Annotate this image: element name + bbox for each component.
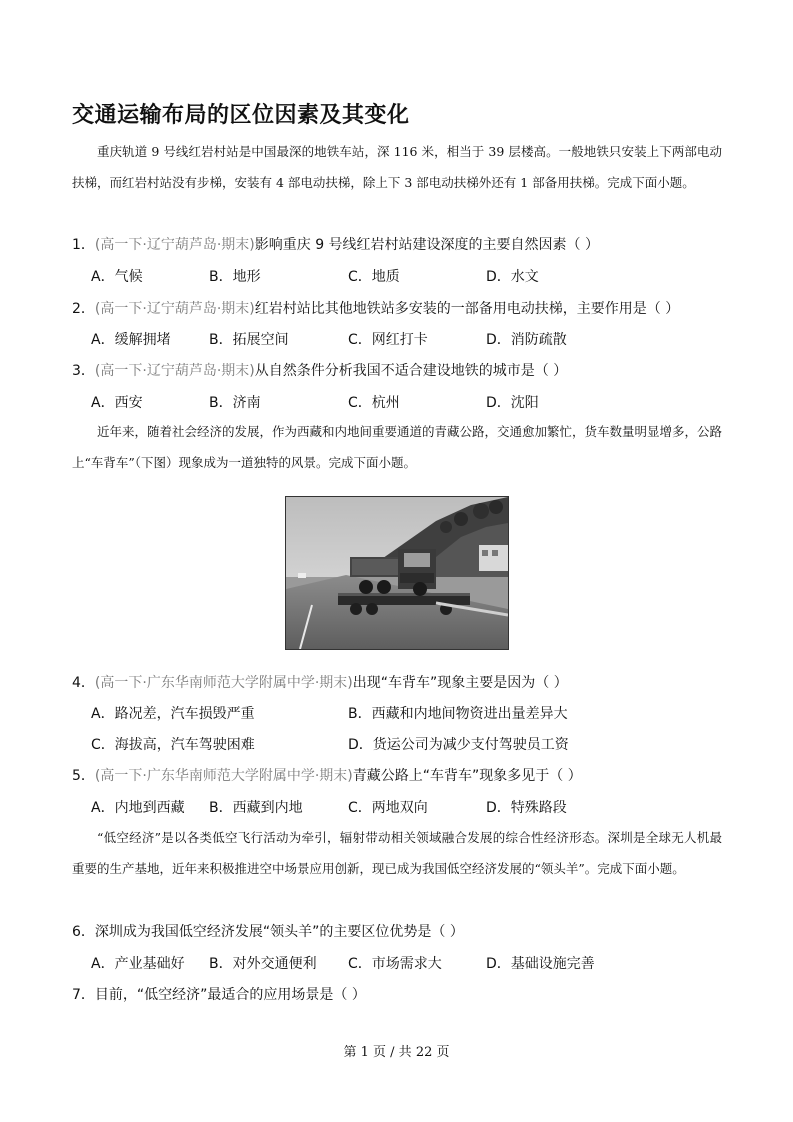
question-number: 6． <box>72 924 95 940</box>
truck-on-truck-photo <box>285 496 509 650</box>
option-d: D．消防疏散 <box>486 332 567 348</box>
option-b: B．地形 <box>209 269 261 285</box>
question-number: 4． <box>72 675 95 691</box>
option-a: A．西安 <box>91 395 143 411</box>
page-footer: 第 1 页 / 共 22 页 <box>343 1045 450 1060</box>
question-6 <box>72 922 464 942</box>
question-source: (高一下·辽宁葫芦岛·期末) <box>94 301 255 317</box>
option-c: C．地质 <box>348 269 400 285</box>
question-text: 出现“车背车”现象主要是因为（ ） <box>352 675 568 691</box>
question-2 <box>72 299 679 319</box>
question-source: (高一下·辽宁葫芦岛·期末) <box>94 237 255 253</box>
option-d: D．货运公司为减少支付驾驶员工资 <box>348 737 569 753</box>
question-source: (高一下·辽宁葫芦岛·期末) <box>94 363 255 379</box>
question-text: 深圳成为我国低空经济发展“领头羊”的主要区位优势是（ ） <box>94 924 464 940</box>
option-b: B．拓展空间 <box>209 332 289 348</box>
option-b: B．西藏到内地 <box>209 800 303 816</box>
question-5 <box>72 766 582 786</box>
option-b: B．对外交通便利 <box>209 956 317 972</box>
question-number: 5． <box>72 768 95 784</box>
question-number: 2． <box>72 301 95 317</box>
option-d: D．特殊路段 <box>486 800 567 816</box>
question-number: 1． <box>72 237 95 253</box>
option-b: B．西藏和内地间物资进出量差异大 <box>348 706 568 722</box>
question-source: (高一下·广东华南师范大学附属中学·期末) <box>94 768 353 784</box>
option-a: A．产业基础好 <box>91 956 185 972</box>
question-1 <box>72 235 599 255</box>
passage-2: 近年来，随着社会经济的发展，作为西藏和内地间重要通道的青藏公路，交通愈加繁忙，货车数量明显增多，公路上“车背车”（下图）现象成为一道独特的风景。完成下面小题。 <box>72 424 723 470</box>
option-c: C．网红打卡 <box>348 332 428 348</box>
option-c: C．海拔高，汽车驾驶困难 <box>91 737 255 753</box>
question-text: 青藏公路上“车背车”现象多见于（ ） <box>352 768 582 784</box>
option-d: D．水文 <box>486 269 539 285</box>
option-c: C．市场需求大 <box>348 956 442 972</box>
question-text: 影响重庆 9 号线红岩村站建设深度的主要自然因素（ ） <box>254 237 600 253</box>
option-d: D．基础设施完善 <box>486 956 595 972</box>
question-number: 3． <box>72 363 95 379</box>
option-a: A．路况差，汽车损毁严重 <box>91 706 255 722</box>
question-3 <box>72 361 567 381</box>
option-c: C．两地双向 <box>348 800 428 816</box>
option-b: B．济南 <box>209 395 261 411</box>
question-text: 目前，“低空经济”最适合的应用场景是（ ） <box>94 987 366 1003</box>
option-a: A．内地到西藏 <box>91 800 185 816</box>
question-number: 7． <box>72 987 95 1003</box>
question-text: 从自然条件分析我国不适合建设地铁的城市是（ ） <box>254 363 568 379</box>
option-c: C．杭州 <box>348 395 400 411</box>
option-d: D．沈阳 <box>486 395 539 411</box>
question-source: (高一下·广东华南师范大学附属中学·期末) <box>94 675 353 691</box>
question-7 <box>72 985 366 1005</box>
section-title: 交通运输布局的区位因素及其变化 <box>72 103 410 128</box>
passage-1: 重庆轨道 9 号线红岩村站是中国最深的地铁车站，深 116 米，相当于 39 层楼高。一般地铁只安装上下两部电动扶梯，而红岩村站没有步梯，安装有 4 部电动扶梯，除上下 3 部电动扶梯外还有 1 部备用扶梯。完成下面小题。 <box>72 144 722 190</box>
option-a: A．缓解拥堵 <box>91 332 171 348</box>
option-a: A．气候 <box>91 269 143 285</box>
passage-3: “低空经济”是以各类低空飞行活动为牵引，辐射带动相关领域融合发展的综合性经济形态。深圳是全球无人机最重要的生产基地，近年来积极推进空中场景应用创新，现已成为我国低空经济发展的“领头羊”。完成下面小题。 <box>72 830 722 876</box>
question-4 <box>72 673 568 693</box>
question-text: 红岩村站比其他地铁站多安装的一部备用电动扶梯，主要作用是（ ） <box>254 301 680 317</box>
